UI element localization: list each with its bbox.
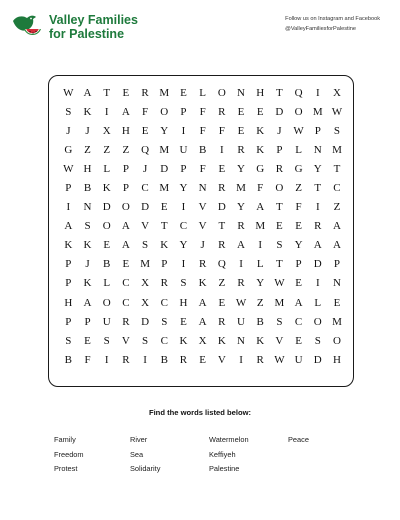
grid-letter: V — [198, 201, 208, 214]
grid-letter: Z — [218, 277, 226, 290]
grid-letter: E — [295, 277, 303, 290]
grid-letter: A — [64, 220, 73, 233]
grid-letter: F — [218, 125, 226, 138]
grid-letter: V — [217, 353, 227, 366]
grid-letter: N — [83, 201, 92, 214]
grid-letter: E — [276, 220, 284, 233]
grid-letter: M — [140, 258, 151, 271]
grid-letter: Q — [141, 144, 150, 157]
logo — [10, 8, 138, 48]
grid-letter: C — [141, 182, 150, 195]
grid-letter: R — [122, 353, 131, 366]
grid-letter: I — [104, 353, 110, 366]
grid-letter: P — [333, 258, 341, 271]
grid-letter: O — [160, 106, 169, 119]
grid-letter: J — [277, 125, 283, 138]
grid-letter: D — [313, 258, 323, 271]
grid-letter: S — [65, 334, 72, 347]
word-list-item: Family — [54, 435, 76, 444]
grid-letter: M — [159, 87, 170, 99]
grid-letter: H — [64, 296, 73, 309]
grid-letter: P — [84, 315, 92, 328]
grid-letter: R — [179, 353, 188, 366]
grid-letter: D — [313, 353, 323, 366]
grid-letter: M — [274, 296, 285, 309]
grid-letter: I — [315, 87, 321, 99]
grid-letter: A — [313, 239, 323, 252]
grid-letter: Y — [237, 163, 246, 176]
grid-letter: W — [293, 125, 305, 138]
grid-letter: E — [295, 334, 303, 347]
grid-letter: S — [314, 334, 322, 347]
word-list-item: Palestine — [209, 464, 240, 473]
grid-letter: S — [276, 239, 283, 252]
grid-letter: S — [65, 106, 72, 119]
grid-letter: P — [65, 315, 72, 328]
grid-letter: S — [161, 315, 168, 328]
grid-letter: E — [180, 87, 188, 99]
grid-letter: G — [294, 163, 304, 176]
grid-letter: S — [333, 125, 341, 138]
grid-letter: V — [121, 334, 131, 347]
grid-letter: O — [294, 106, 304, 119]
grid-letter: Y — [179, 182, 188, 195]
grid-letter: R — [218, 106, 227, 119]
grid-letter: D — [102, 201, 112, 214]
grid-letter: Z — [103, 144, 111, 157]
grid-letter: P — [161, 258, 168, 271]
grid-letter: M — [332, 144, 343, 157]
grid-letter: E — [333, 296, 341, 309]
grid-letter: U — [102, 315, 112, 328]
word-list-item: Peace — [288, 435, 309, 444]
grid-letter: H — [332, 353, 342, 366]
grid-letter: V — [141, 220, 150, 233]
grid-letter: T — [333, 163, 341, 176]
grid-letter: K — [198, 277, 208, 290]
word-list-item: Protest — [54, 464, 78, 473]
grid-letter: I — [239, 258, 244, 271]
grid-letter: J — [66, 125, 71, 138]
grid-letter: L — [295, 144, 303, 157]
grid-letter: K — [256, 334, 265, 347]
grid-letter: F — [142, 106, 149, 119]
grid-letter: A — [83, 296, 92, 309]
grid-letter: R — [256, 353, 265, 366]
grid-letter: Y — [294, 239, 304, 252]
grid-letter: W — [274, 277, 286, 290]
grid-letter: U — [237, 315, 246, 328]
grid-letter: A — [332, 220, 342, 233]
grid-letter: S — [142, 239, 149, 252]
grid-letter: I — [315, 201, 321, 214]
grid-letter: J — [85, 125, 91, 138]
grid-letter: P — [65, 182, 72, 195]
grid-letter: T — [160, 220, 169, 233]
grid-letter: C — [160, 296, 169, 309]
grid-letter: M — [159, 182, 170, 195]
grid-letter: V — [198, 220, 208, 233]
grid-letter: G — [64, 144, 73, 157]
grid-letter: B — [103, 258, 111, 271]
grid-letter: M — [312, 106, 324, 119]
grid-letter: E — [237, 125, 245, 138]
grid-letter: R — [141, 87, 150, 99]
grid-letter: A — [121, 220, 131, 233]
grid-letter: I — [66, 201, 71, 214]
grid-letter: X — [332, 87, 342, 99]
grid-letter: S — [103, 334, 111, 347]
header — [0, 0, 400, 60]
follow-text: Follow us on Instagram and Facebook — [285, 16, 380, 22]
grid-letter: S — [276, 315, 283, 328]
grid-letter: O — [313, 315, 323, 328]
grid-letter: H — [83, 163, 92, 176]
grid-letter: E — [103, 239, 111, 252]
grid-letter: F — [199, 163, 207, 176]
letter-grid — [59, 84, 347, 370]
grid-letter: I — [181, 125, 186, 138]
grid-letter: E — [84, 334, 92, 347]
grid-letter: E — [237, 106, 245, 119]
grid-letter: W — [274, 353, 286, 366]
grid-letter: F — [199, 125, 207, 138]
social-info — [285, 14, 380, 34]
social-handle: @ValleyFamiliesforPalestine — [285, 26, 357, 32]
word-list-item: Freedom — [54, 449, 84, 459]
grid-letter: X — [198, 334, 208, 347]
grid-letter: C — [122, 296, 131, 309]
grid-letter: T — [276, 87, 284, 99]
grid-letter: R — [218, 315, 227, 328]
word-list — [54, 434, 374, 484]
grid-letter: R — [160, 277, 169, 290]
grid-letter: U — [179, 144, 188, 157]
grid-letter: E — [218, 163, 226, 176]
grid-letter: U — [294, 353, 304, 366]
grid-letter: M — [236, 182, 247, 195]
grid-letter: W — [235, 296, 247, 309]
grid-letter: D — [217, 201, 227, 214]
grid-letter: M — [332, 315, 343, 328]
grid-letter: O — [121, 201, 131, 214]
grid-letter: E — [160, 201, 169, 214]
grid-letter: E — [199, 353, 207, 366]
grid-letter: T — [276, 258, 284, 271]
grid-letter: N — [237, 87, 246, 99]
grid-letter: F — [199, 106, 207, 119]
grid-letter: I — [258, 239, 263, 252]
grid-letter: O — [217, 87, 227, 99]
grid-letter: K — [217, 334, 227, 347]
logo-text-line1: Valley Families — [49, 13, 138, 27]
grid-letter: A — [121, 106, 131, 119]
word-list-item: Sea — [130, 449, 144, 459]
grid-letter: E — [218, 296, 226, 309]
grid-letter: R — [198, 258, 207, 271]
grid-letter: P — [65, 277, 72, 290]
grid-letter: L — [256, 258, 265, 271]
grid-letter: D — [141, 201, 150, 214]
grid-letter: P — [295, 258, 303, 271]
grid-letter: D — [275, 106, 284, 119]
grid-letter: I — [220, 144, 225, 157]
word-list-item: Watermelon — [209, 435, 249, 444]
grid-letter: L — [103, 277, 111, 290]
grid-letter: X — [102, 125, 112, 138]
grid-letter: A — [332, 239, 342, 252]
grid-letter: A — [237, 239, 246, 252]
grid-letter: R — [237, 220, 246, 233]
grid-letter: K — [179, 334, 188, 347]
grid-letter: C — [160, 334, 169, 347]
grid-letter: G — [256, 163, 265, 176]
grid-letter: S — [142, 334, 149, 347]
grid-letter: X — [141, 296, 150, 309]
grid-letter: R — [314, 220, 322, 233]
grid-letter: L — [314, 296, 322, 309]
grid-letter: J — [85, 258, 91, 271]
grid-letter: I — [181, 201, 186, 214]
grid-letter: C — [294, 315, 303, 328]
grid-letter: B — [256, 315, 265, 328]
grid-letter: C — [333, 182, 342, 195]
grid-letter: O — [102, 296, 112, 309]
grid-letter: A — [83, 87, 92, 99]
grid-letter: D — [141, 315, 150, 328]
grid-letter: P — [180, 106, 188, 119]
grid-letter: I — [104, 106, 110, 119]
grid-letter: E — [180, 315, 188, 328]
grid-letter: B — [64, 353, 73, 366]
grid-letter: P — [65, 258, 72, 271]
grid-letter: Z — [256, 296, 265, 309]
instructions: Find the words listed below: — [148, 408, 252, 417]
word-list-item: Keffiyeh — [209, 449, 236, 459]
grid-letter: Q — [217, 258, 227, 271]
grid-letter: Z — [122, 144, 130, 157]
grid-letter: Y — [313, 163, 323, 176]
grid-letter: I — [239, 353, 244, 366]
grid-letter: Z — [84, 144, 92, 157]
grid-letter: R — [237, 277, 246, 290]
grid-letter: F — [295, 201, 303, 214]
grid-letter: N — [313, 144, 323, 157]
grid-letter: R — [275, 163, 284, 176]
grid-letter: S — [180, 277, 188, 290]
grid-letter: V — [275, 334, 284, 347]
grid-letter: R — [218, 182, 227, 195]
grid-letter: A — [198, 315, 208, 328]
grid-letter: Z — [333, 201, 341, 214]
grid-letter: I — [315, 277, 321, 290]
grid-letter: P — [122, 163, 130, 176]
grid-letter: Y — [256, 277, 265, 290]
grid-letter: N — [237, 334, 246, 347]
grid-letter: K — [83, 106, 92, 119]
word-search-puzzle — [48, 75, 354, 387]
grid-letter: W — [63, 163, 75, 176]
grid-letter: Y — [237, 201, 246, 214]
grid-letter: J — [200, 239, 206, 252]
word-list-item: River — [130, 435, 148, 444]
grid-letter: A — [294, 296, 304, 309]
grid-letter: T — [103, 87, 111, 99]
grid-letter: R — [237, 144, 246, 157]
grid-letter: I — [181, 258, 186, 271]
grid-letter: J — [142, 163, 148, 176]
grid-letter: I — [143, 353, 148, 366]
grid-letter: K — [83, 277, 92, 290]
grid-letter: H — [256, 87, 265, 99]
grid-letter: R — [218, 239, 227, 252]
grid-letter: W — [63, 87, 75, 99]
grid-letter: T — [218, 220, 226, 233]
grid-letter: F — [84, 353, 92, 366]
grid-letter: Y — [160, 125, 169, 138]
grid-letter: E — [295, 220, 303, 233]
grid-letter: E — [122, 258, 130, 271]
grid-letter: O — [332, 334, 342, 347]
grid-letter: K — [64, 239, 73, 252]
grid-letter: P — [276, 144, 283, 157]
grid-letter: T — [276, 201, 284, 214]
logo-text-line2: for Palestine — [49, 27, 125, 41]
grid-letter: W — [331, 106, 343, 119]
grid-letter: N — [332, 277, 342, 290]
grid-letter: S — [84, 220, 92, 233]
grid-letter: L — [199, 87, 207, 99]
grid-letter: B — [160, 353, 169, 366]
grid-letter: P — [314, 125, 322, 138]
grid-letter: H — [179, 296, 188, 309]
grid-letter: P — [122, 182, 130, 195]
word-list-item: Solidarity — [130, 464, 161, 473]
grid-letter: C — [122, 277, 131, 290]
grid-letter: K — [102, 182, 112, 195]
grid-letter: D — [160, 163, 169, 176]
grid-letter: A — [121, 239, 131, 252]
grid-letter: F — [257, 182, 264, 195]
grid-letter: A — [198, 296, 208, 309]
grid-letter: K — [83, 239, 92, 252]
grid-letter: A — [256, 201, 265, 214]
grid-letter: O — [102, 220, 112, 233]
grid-letter: R — [122, 315, 131, 328]
grid-letter: K — [256, 125, 265, 138]
grid-letter: Z — [295, 182, 303, 195]
grid-letter: X — [141, 277, 150, 290]
grid-letter: H — [121, 125, 131, 138]
grid-letter: E — [122, 87, 130, 99]
grid-letter: E — [256, 106, 265, 119]
grid-letter: O — [275, 182, 284, 195]
grid-letter: E — [141, 125, 149, 138]
grid-letter: M — [255, 220, 266, 233]
grid-letter: T — [314, 182, 322, 195]
bird-with-watermelon-icon — [10, 12, 44, 42]
grid-letter: P — [180, 163, 188, 176]
grid-letter: Y — [179, 239, 188, 252]
grid-letter: C — [179, 220, 188, 233]
grid-letter: L — [103, 163, 111, 176]
grid-letter: B — [83, 182, 92, 195]
grid-letter: K — [160, 239, 169, 252]
grid-letter: B — [198, 144, 207, 157]
grid-letter: Q — [294, 87, 304, 99]
grid-letter: N — [198, 182, 208, 195]
grid-letter: M — [159, 144, 170, 157]
grid-letter: K — [256, 144, 265, 157]
